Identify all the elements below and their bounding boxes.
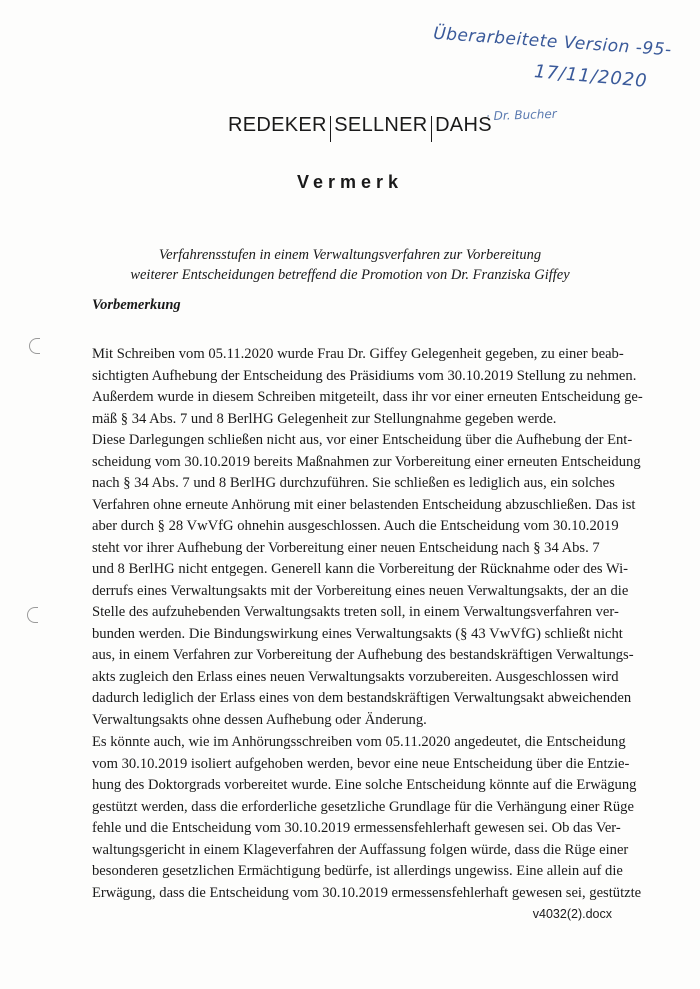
text-line: sichtigten Aufhebung der Entscheidung des Präsidiums vom 30.10.2019 Stellung zu nehmen. [92, 367, 637, 384]
file-reference: v4032(2).docx [532, 907, 612, 921]
text-line: steht vor ihrer Aufhebung der Vorbereitung einer neuen Entscheidung nach § 34 Abs. 7 [92, 539, 600, 556]
paragraph [92, 430, 641, 731]
text-line: mäß § 34 Abs. 7 und 8 BerlHG Gelegenheit zur Stellungnahme gegeben werde. [92, 410, 557, 427]
letterhead-separator [431, 116, 433, 142]
text-line: Mit Schreiben vom 05.11.2020 wurde Frau Dr. Giffey Gelegenheit gegeben, zu einer beab- [92, 346, 624, 362]
paragraph [92, 732, 642, 904]
section-heading: Vorbemerkung [92, 297, 181, 313]
letterhead-part: REDEKER [228, 113, 327, 136]
text-line: Stelle des aufzuhebenden Verwaltungsakts treten soll, in einem Verwaltungsverfahren ver- [92, 604, 619, 620]
text-line: gestützt werden, dass die erforderliche gesetzliche Grundlage für die Verhängung einer Rüge [92, 798, 634, 815]
punch-hole [29, 338, 40, 354]
text-line: besonderen gesetzlichen Ermächtigung bedürfe, ist allerdings ungewiss. Eine allein auf die [92, 863, 623, 879]
text-line: bunden werden. Die Bindungswirkung eines Verwaltungsakts (§ 43 VwVfG) schließt nicht [92, 625, 623, 642]
text-line: und 8 BerlHG nicht entgegen. Generell kann die Vorbereitung der Rücknahme oder des Wi- [92, 561, 628, 577]
text-line: Außerdem wurde in diesem Schreiben mitgeteilt, dass ihr vor einer erneuten Entscheidung ge- [92, 389, 643, 405]
text-line: Verwaltungsakts ohne dessen Aufhebung oder Änderung. [92, 711, 427, 728]
document-subject [0, 245, 700, 285]
punch-hole [27, 607, 38, 623]
subject-line: weiterer Entscheidungen betreffend die Promotion von Dr. Franziska Giffey [130, 267, 570, 283]
text-line: akts zugleich den Erlass eines neuen Verwaltungsakts vorzubereiten. Ausgeschlossen wird [92, 668, 619, 685]
paragraph [92, 344, 643, 430]
letterhead-part: SELLNER [334, 113, 428, 136]
text-line: Erwägung, dass die Entscheidung vom 30.10.2019 ermessensfehlerhaft gewesen sei, gestützte [92, 884, 642, 901]
text-line: vom 30.10.2019 isoliert aufgehoben werden, bevor eine neue Entscheidung über die Entzie- [92, 755, 630, 772]
text-line: nach § 34 Abs. 7 und 8 BerlHG durchzuführen. Sie schließen es lediglich aus, ein solches [92, 475, 615, 491]
text-line: scheidung vom 30.10.2019 bereits Maßnahmen zur Vorbereitung einer erneuten Entscheidung [92, 453, 641, 470]
text-line: Verfahren ohne erneute Anhörung mit einer belastenden Entscheidung abzuschließen. Das ist [92, 496, 636, 513]
text-line: derrufs eines Verwaltungsakts mit der Vorbereitung eines neuen Verwaltungsakts, der an die [92, 582, 629, 599]
text-line: dadurch lediglich der Erlass eines von dem bestandskräftigen Verwaltungsakt abweichenden [92, 690, 632, 706]
subject-line: Verfahrensstufen in einem Verwaltungsverfahren zur Vorbereitung [158, 247, 542, 263]
handwritten-note-date: 17/11/2020 [533, 61, 649, 92]
text-line: Diese Darlegungen schließen nicht aus, vor einer Entscheidung über die Aufhebung der Ent- [92, 432, 633, 448]
letterhead-logo [228, 112, 492, 138]
text-line: aber durch § 28 VwVfG ohnehin ausgeschlossen. Auch die Entscheidung vom 30.10.2019 [92, 518, 619, 534]
text-line: Es könnte auch, wie im Anhörungsschreiben vom 05.11.2020 angedeutet, die Entscheidung [92, 734, 626, 750]
handwritten-note-author: · Dr. Bucher [485, 106, 557, 124]
document-title: Vermerk [296, 172, 404, 192]
text-line: hung des Doktorgrads vorbereitet wurde. Eine solche Entscheidung könnte auf die Erwägung [92, 777, 637, 793]
text-line: waltungsgericht in einem Klageverfahren der Auffassung folgen würde, dass die Rüge einer [92, 841, 629, 858]
letterhead-part: DAHS [435, 113, 492, 136]
text-line: fehle und die Entscheidung vom 30.10.2019 ermessensfehlerhaft gewesen sei. Ob das Ver- [92, 820, 621, 836]
handwritten-note-version: Überarbeitete Version -95- [432, 23, 673, 61]
text-line: aus, in einem Verfahren zur Vorbereitung der Aufhebung des bestandskräftigen Verwaltungs- [92, 647, 634, 663]
letterhead-separator [330, 116, 332, 142]
